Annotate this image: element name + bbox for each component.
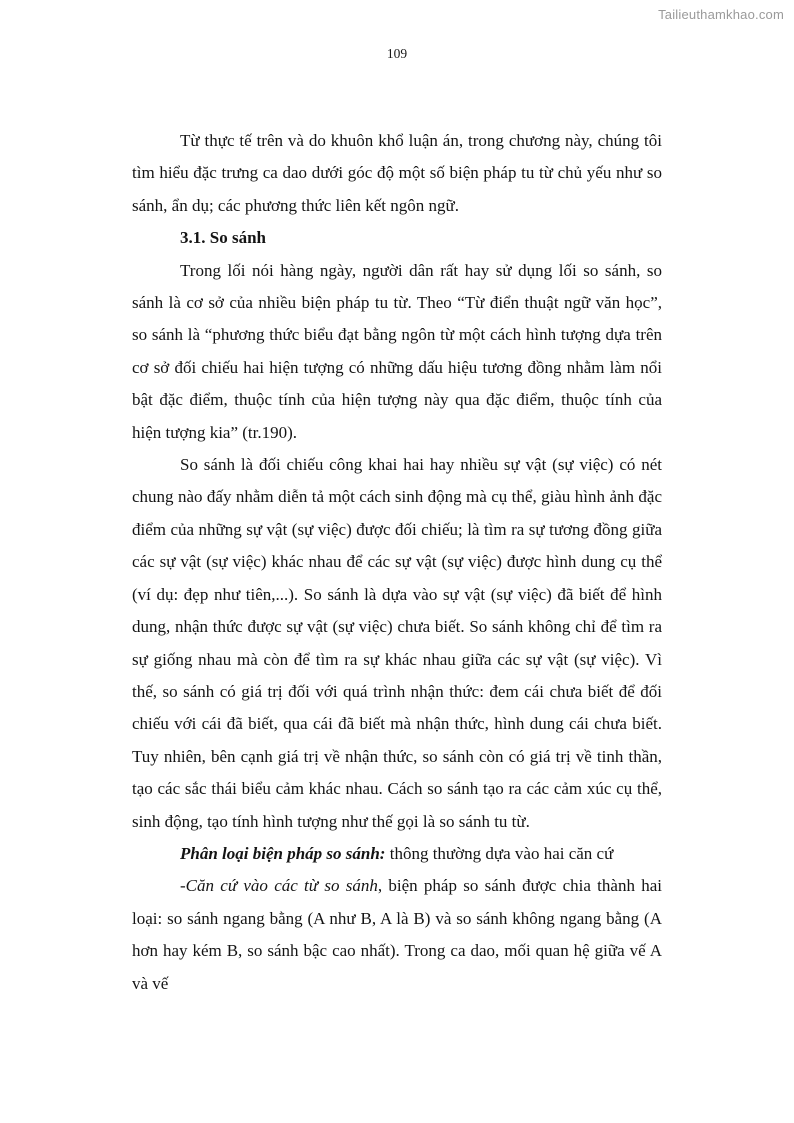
paragraph-container bbox=[132, 125, 662, 1000]
paragraph: -Căn cứ vào các từ so sánh, biện pháp so sánh được chia thành hai loại: so sánh ngang bằng (A như B, A là B) và so sánh không ngang bằng (A hơn hay kém B, so sánh bậc cao nhất). Trong ca dao, mối quan hệ giữa vế A và vế bbox=[132, 876, 662, 993]
paragraph-lead: -Căn cứ vào các từ so sánh bbox=[180, 876, 378, 896]
paragraph-lead: Phân loại biện pháp so sánh: bbox=[180, 843, 386, 863]
page-number: 109 bbox=[386, 46, 408, 61]
section-heading: 3.1. So sánh bbox=[180, 228, 266, 248]
paragraph: Phân loại biện pháp so sánh: thông thường dựa vào hai căn cứ bbox=[180, 843, 614, 863]
paragraph: Từ thực tế trên và do khuôn khổ luận án, trong chương này, chúng tôi tìm hiểu đặc trưng ca dao dưới góc độ một số biện pháp tu từ chủ yếu như so sánh, ẩn dụ; các phương thức liên kết ngôn ngữ. bbox=[132, 131, 662, 215]
paragraph: So sánh là đối chiếu công khai hai hay nhiều sự vật (sự việc) có nét chung nào đấy nhằm diễn tả một cách sinh động mà cụ thể, giàu hình ảnh đặc điểm của những sự vật (sự việc) được đối chiếu; là tìm ra sự tương đồng giữa các sự vật (sự việc) khác nhau để các sự vật (sự việc) được hình dung cụ thể (ví dụ: đẹp như tiên,...). So sánh là dựa vào sự vật (sự việc) đã biết để hình dung, nhận thức được sự vật (sự việc) chưa biết. So sánh không chỉ để tìm ra sự giống nhau mà còn để tìm ra sự khác nhau giữa các sự vật (sự việc). Vì thế, so sánh có giá trị đối với quá trình nhận thức: đem cái chưa biết để đối chiếu với cái đã biết, qua cái đã biết mà nhận thức, hình dung cái chưa biết. Tuy nhiên, bên cạnh giá trị về nhận thức, so sánh còn có giá trị về tinh thần, tạo các sắc thái biểu cảm khác nhau. Cách so sánh tạo ra các cảm xúc cụ thể, sinh động, tạo tính hình tượng như thế gọi là so sánh tu từ. bbox=[132, 455, 662, 831]
site-watermark: Tailieuthamkhao.com bbox=[658, 7, 784, 22]
paragraph: Trong lối nói hàng ngày, người dân rất hay sử dụng lối so sánh, so sánh là cơ sở của nhiều biện pháp tu từ. Theo “Từ điển thuật ngữ văn học”, so sánh là “phương thức biểu đạt bằng ngôn từ một cách hình tượng dựa trên cơ sở đối chiếu hai hiện tượng có những dấu hiệu tương đồng nhằm làm nổi bật đặc điểm, thuộc tính của hiện tượng này qua đặc điểm, thuộc tính của hiện tượng kia” (tr.190). bbox=[132, 260, 662, 442]
